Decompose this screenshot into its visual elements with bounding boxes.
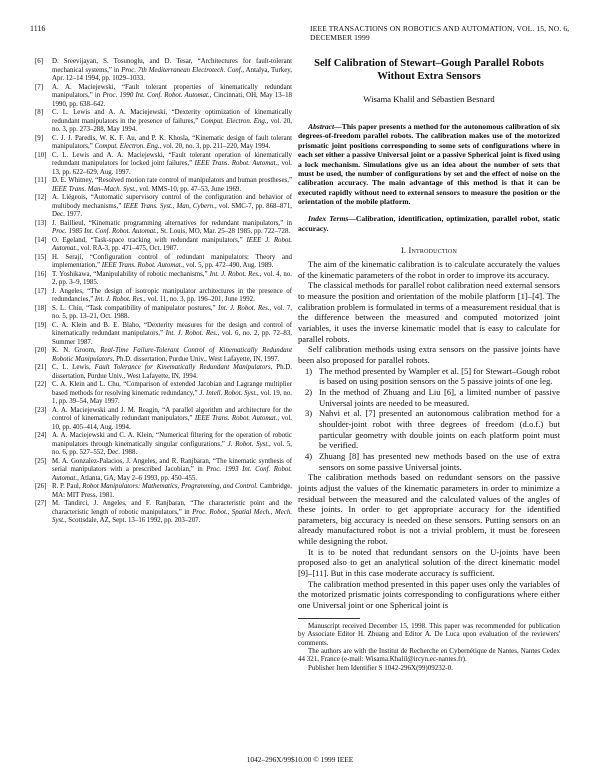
index-terms-text: Calibration, identification, optimization, parallel robot, static accuracy. xyxy=(298,214,561,233)
reference-text: C. A. Klein and L. Chu, “Comparison of extended Jacobian and Lagrange multiplier based methods for resolving kinematic redundancy,” xyxy=(52,381,292,397)
list-item xyxy=(298,387,560,408)
reference-number: [19] xyxy=(35,321,47,329)
reference-number: [13] xyxy=(35,219,47,227)
reference-venue: Int. J. Robot. Res. xyxy=(94,296,145,303)
reference-item xyxy=(35,500,292,526)
list-item xyxy=(298,366,560,387)
reference-text: C. J. J. Paredis, W. K. F. Au, and P. K. Khosla, “Kinematic design of fault tolerant manipulators,” xyxy=(52,134,292,150)
paragraph: Self calibration methods using extra sensors on the passive joints have been also proposed for parallel robots. xyxy=(298,344,560,365)
list-item-number: 2) xyxy=(305,386,313,397)
reference-text: M. A. Gonzalez-Palacios, J. Angeles, and R. Ranjbaran, “The kinematic synthesis of serial manipulators with a prescribed Jacobian,” in xyxy=(52,457,292,473)
list-item xyxy=(298,408,560,451)
reference-item xyxy=(35,58,292,84)
reference-text: , St. Louis, MO, Mar. 25–28 1985, pp. 722–728. xyxy=(156,228,291,235)
reference-text: , vol. RA-3, pp. 471–475, Oct. 1987. xyxy=(77,245,179,252)
reference-number: [20] xyxy=(35,347,47,354)
abstract-label: Abstract— xyxy=(308,122,342,131)
reference-text: , vol. 6, no. 2, pp. 72–83, Summer 1987. xyxy=(52,330,293,346)
reference-venue: IEEE J. Robot. Automat. xyxy=(52,236,292,252)
reference-text: S. L. Chiu, “Task compatibility of manipulator postures,” xyxy=(52,304,219,312)
reference-number: [18] xyxy=(35,304,47,312)
article-title: Self Calibration of Stewart–Gough Parallel Robots Without Extra Sensors xyxy=(314,58,544,82)
reference-item xyxy=(35,305,292,322)
reference-text: O. Egeland, “Task-space tracking with redundant manipulators,” xyxy=(52,236,247,244)
reference-number: [26] xyxy=(35,483,47,490)
reference-venue: Real-Time Failure-Tolerant Control of Kinematically Redundant Robotic Manipulators xyxy=(52,347,292,363)
reference-item xyxy=(35,271,292,288)
reference-text: , vol. 13, pp. 622–629, Aug. 1997. xyxy=(52,160,292,176)
reference-item xyxy=(35,483,292,500)
list-item-text: In the method of Zhuang and Liu [6], a limited number of passive Universal joints are needed to be measured. xyxy=(319,386,560,408)
reference-text: , vol. 5, pp. 472–490, Aug. 1989. xyxy=(182,262,274,269)
footnote-affiliation: The authors are with the Institut de Recherche en Cybernétique de Nantes, Nantes Cedex 44 321, France (e-mail: Wisama.Khalil@ircyn.ec-nantes.fr). xyxy=(298,646,560,664)
reference-text: , vol. 7, no. 5, pp. 13–21, Oct. 1988. xyxy=(52,304,292,320)
reference-venue: Robot Manipulators: Mathematics, Programming, and Control. xyxy=(82,483,258,490)
reference-venue: IEEE Trans. Syst., Man, Cybern. xyxy=(123,202,215,210)
reference-text: A. Liégeois, “Automatic supervisory control of the configuration and behavior of multibody mechanisms,” xyxy=(52,194,292,210)
reference-text: , vol. SMC-7, pp. 868–871, Dec. 1977. xyxy=(52,202,292,218)
reference-text: Cambridge, MA: MIT Press, 1981. xyxy=(52,483,292,499)
list-item xyxy=(298,451,560,472)
list-item-text: The method presented by Wampler et al. [5] for Stewart–Gough robot is based on using position sensors on the 5 passive joints of one leg. xyxy=(319,365,560,387)
reference-text: J. Baillieul, “Kinematic programming alternatives for redundant manipulators,” in xyxy=(52,219,292,227)
reference-number: [25] xyxy=(35,457,47,465)
reference-text: M. Tandirci, J. Angeles, and F. Ranjbaran, “The characteristic point and the characteristic length of robotic manipulators,” in xyxy=(52,500,292,516)
reference-venue: IEEE Trans. Robot. Automat. xyxy=(194,415,278,422)
reference-item xyxy=(35,177,292,194)
copyright-footer: 1042–296X/99$10.00 © 1999 IEEE xyxy=(246,755,354,764)
reference-text: A. A. Maciejewski and C. A. Klein, “Numerical filtering for the operation of robotic manipulators through kinematically singular configurations,” xyxy=(52,432,292,448)
reference-item xyxy=(35,135,292,152)
reference-number: [21] xyxy=(35,364,47,371)
reference-number: [16] xyxy=(35,270,47,278)
page-number: 1116 xyxy=(30,24,46,33)
reference-item xyxy=(35,432,292,458)
reference-text: , vol. 20, no. 3, pp. 211–220, May 1994. xyxy=(159,143,271,150)
footnote-divider xyxy=(298,618,360,619)
paragraph: The calibration method presented in this paper uses only the variables of the motorized prismatic joints corresponding to configurations where either one Universal joint or one Spherical joint is xyxy=(298,578,560,611)
article-column xyxy=(298,58,560,672)
reference-item xyxy=(35,109,292,135)
reference-venue: Comput. Electron. Eng. xyxy=(200,117,267,125)
reference-text: J. Angeles, “The design of isotropic manipulator architectures in the presence of redundancies,” xyxy=(52,287,292,303)
reference-venue: Int. J. Robot. Res. xyxy=(218,304,270,312)
reference-text: C. A. Klein and B. E. Blaho, “Dexterity measures for the design and control of kinematically redundant manipulators,” xyxy=(52,321,292,337)
reference-text: , Antalya, Turkey, Apr. 12–14 1994, pp. 1029–1033. xyxy=(52,66,292,82)
reference-number: [23] xyxy=(35,406,47,414)
reference-text: , Cincinnati, OH, May 13–18 1990, pp. 638–642. xyxy=(52,92,292,108)
reference-venue: Proc. 1985 Int. Conf. Robot. Automat. xyxy=(52,228,157,235)
reference-text: , vol. 5, no. 6, pp. 527–552, Dec. 1988. xyxy=(52,440,292,456)
reference-text: K. N. Groom, xyxy=(52,347,101,354)
reference-venue: Int. J. Robot. Res. xyxy=(165,330,218,337)
reference-venue: Fault Tolerance for Kinematically Redundant Manipulators xyxy=(94,364,271,371)
reference-number: [9] xyxy=(35,134,44,142)
article-authors: Wisama Khalil and Sébastien Besnard xyxy=(363,94,495,104)
reference-text: , Scottsdale, AZ, Sept. 13–16 1992, pp. 203–207. xyxy=(64,517,201,524)
reference-text: , vol. 4, no. 2, pp. 3–9, 1985. xyxy=(52,270,293,286)
reference-text: A. A. Maciejewski, “Fault tolerant properties of kinematically redundant manipulators,” in xyxy=(52,83,292,99)
reference-text: H. Seraji, “Configuration control of redundant manipulators: Theory and implementation,” xyxy=(52,253,292,269)
reference-text: , Ph.D. dissertation, Purdue Univ., West Lafayette, IN, 1994. xyxy=(52,364,293,380)
reference-number: [7] xyxy=(35,83,44,91)
paragraph: The aim of the kinematic calibration is to calculate accurately the values of the kinematic parameters of the robot in order to improve its accuracy. xyxy=(298,259,560,280)
reference-venue: Int. J. Robot. Res. xyxy=(209,270,260,278)
reference-number: [10] xyxy=(35,151,47,159)
index-terms xyxy=(298,214,560,233)
reference-venue: Proc. 1990 Int. Conf. Robot. Automat. xyxy=(102,92,210,99)
reference-text: C. L. Lewis and A. A. Maciejewski, “Dexterity optimization of kinematically redundant manipulators in the presence of failures,” xyxy=(52,109,292,125)
reference-item xyxy=(35,84,292,110)
reference-text: , Ph.D. dissertation, Purdue Univ., West Lafayette, IN, 1997. xyxy=(112,355,280,363)
reference-item xyxy=(35,322,292,348)
reference-number: [12] xyxy=(35,194,47,201)
reference-number: [14] xyxy=(35,236,47,244)
reference-item xyxy=(35,254,292,271)
reference-text: , vol. 20, no. 3, pp. 273–288, May 1994. xyxy=(52,117,292,133)
reference-text: , vol. 11, no. 3, pp. 196–201, June 1992. xyxy=(144,296,255,303)
reference-item xyxy=(35,381,292,407)
reference-text: T. Yoshikawa, “Manipulability of robotic mechanisms,” xyxy=(52,270,210,278)
footnote-manuscript: Manuscript received December 15, 1998. This paper was recommended for publication by Associate Editor H. Zhuang and Editor A. De Luca upon evaluation of the reviewers' comments. xyxy=(298,621,560,647)
reference-text: C. L. Lewis and A. A. Maciejewski, “Fault tolerant operation of kinematically redundant manipulators for locked joint failures,” xyxy=(52,151,292,167)
reference-item xyxy=(35,407,292,433)
reference-number: [24] xyxy=(35,432,47,439)
methods-list xyxy=(298,366,560,473)
reference-text: C. L. Lewis, xyxy=(52,364,95,371)
reference-venue: J. Intell. Robot. Syst. xyxy=(199,389,257,397)
reference-text: D. E. Whitney, “Resolved motion rate control of manipulators and human prostheses,” xyxy=(52,177,292,184)
reference-venue: IEEE Trans. Robot. Automat. xyxy=(101,262,183,269)
reference-venue: IEEE Trans. Robot. Automat. xyxy=(194,160,278,167)
reference-text: A. A. Maciejewski and J. M. Reagin, “A parallel algorithm and architecture for the control of kinematically redundant manipulators,” xyxy=(52,406,292,422)
reference-venue: Proc. 1993 Int. Conf. Robot. Automat. xyxy=(52,466,292,482)
footnote-publisher-id: Publisher Item Identifier S 1042-296X(99)09232-0. xyxy=(308,663,453,672)
reference-number: [11] xyxy=(35,177,47,184)
running-header: IEEE TRANSACTIONS ON ROBOTICS AND AUTOMATION, VOL. 15, NO. 6, DECEMBER 1999 xyxy=(310,24,570,42)
list-item-text: Zhuang [8] has presented new methods based on the use of extra sensors on some passive Universal joints. xyxy=(319,450,560,472)
paragraph: The classical methods for parallel robot calibration need external sensors to measure the position and orientation of the mobile platform [1]–[4]. The calibration problem is formulated in terms of a measurement residual that is the difference between the measured and computed motorized joint variables, it uses the inverse kinematic model that is easy to calculate for parallel robots. xyxy=(298,280,560,344)
reference-venue: Proc. Robot., Spatial Mech., Mech. Syst. xyxy=(52,508,292,524)
reference-item xyxy=(35,347,292,364)
reference-number: [8] xyxy=(35,109,44,116)
reference-text: , vol. 10, pp. 405–414, Aug. 1994. xyxy=(52,415,292,431)
references-list xyxy=(35,58,292,526)
reference-venue: Comput. Electron. Eng. xyxy=(94,143,160,150)
abstract xyxy=(298,122,560,207)
reference-number: [17] xyxy=(35,287,47,295)
reference-number: [27] xyxy=(35,500,47,507)
section-heading-introduction: I. Introduction xyxy=(400,246,458,256)
reference-item xyxy=(35,237,292,254)
reference-item xyxy=(35,194,292,220)
paragraph: It is to be noted that redundant sensors on the U-joints have been proposed also to get an analytical solution of the direct kinematic model [9]–[11]. But in this case moderate accuracy is sufficient. xyxy=(298,546,560,579)
reference-item xyxy=(35,152,292,178)
reference-item xyxy=(35,458,292,484)
list-item-number: 4) xyxy=(305,450,313,461)
list-item-text: Nahvi et al. [7] presented an autonomous calibration method for a shoulder-joint robot with three degrees of freedom (d.o.f.) but particular geometry with double joints on each platform point must be verified. xyxy=(319,408,560,451)
reference-number: [22] xyxy=(35,381,47,388)
reference-number: [6] xyxy=(35,58,44,65)
reference-item xyxy=(35,364,292,381)
reference-item xyxy=(35,288,292,305)
reference-venue: IEEE Trans. Man–Mach. Syst. xyxy=(52,185,136,193)
list-item-number: 3) xyxy=(305,408,313,419)
reference-text: , vol. MMS-10, pp. 47–53, June 1969. xyxy=(135,185,242,193)
reference-item xyxy=(35,220,292,237)
reference-venue: Proc. 7th Mediterranean Electrotech. Conf. xyxy=(121,66,243,74)
reference-number: [15] xyxy=(35,253,47,261)
reference-text: R. P. Paul, xyxy=(52,483,83,490)
paragraph: The calibration methods based on redundant sensors on the passive joints adjust the values of the kinematic parameters in order to minimize a residual between the measured and the calculated values of the angles of these joints. In order to get appropriate accuracy for the identified parameters, big accuracy is needed on these sensors. Putting sensors on an already manufactured robot is not a trivial problem, it must be foreseen while designing the robot. xyxy=(298,472,560,547)
list-item-number: 1) xyxy=(305,365,313,376)
reference-venue: J. Robot. Syst. xyxy=(227,440,269,448)
abstract-text: This paper presents a method for the autonomous calibration of six degrees-of-freedom parallel robots. The calibration makes use of the motorized prismatic joint positions corresponding to some sets of configurations where in each set either a passive Universal joint or a passive Spherical joint is fixed using a lock mechanism. Simulations give us an idea about the number of sets that must be used, the number of configurations by set and the effect of noise on the calibration accuracy. The main advantage of this method is that it can be executed rapidly without need to external sensors to measure the position or the orientation of the mobile platform. xyxy=(298,122,560,207)
reference-text: , vol. 19, no. 1, pp. 39–54, May 1997. xyxy=(52,389,293,405)
index-terms-label: Index Terms— xyxy=(308,214,356,224)
reference-text: D. Sreevijayan, S. Tosunoglu, and D. Tesar, “Architectures for fault-tolerant mechanical systems,” in xyxy=(52,58,292,74)
reference-text: , Atlanta, GA, May 2–6 1993, pp. 450–455. xyxy=(77,474,198,482)
